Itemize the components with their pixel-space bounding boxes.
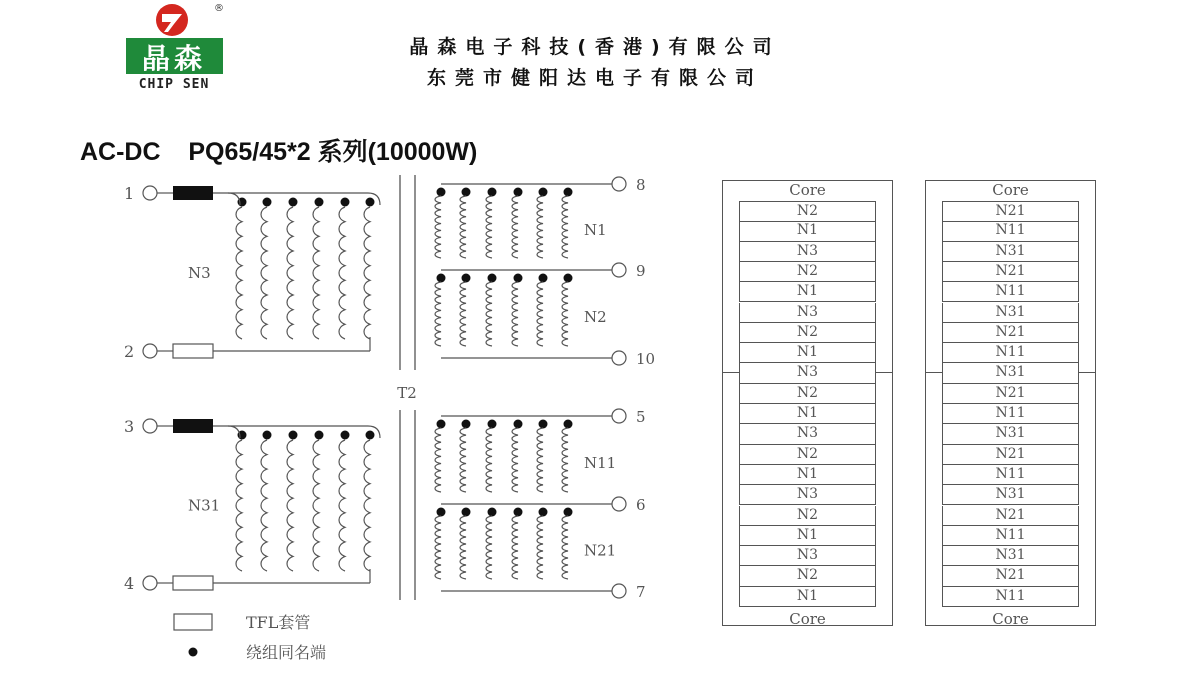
winding-coil [261,207,267,339]
winding-layer: N1 [739,404,876,424]
pin-label: 9 [636,262,646,280]
winding-layer: N3 [739,242,876,262]
winding-layer: N1 [739,282,876,302]
winding-coil [460,282,466,346]
pin-label: 1 [124,184,135,203]
winding-layer: N3 [739,363,876,383]
winding-layer: N1 [739,465,876,485]
polarity-dot [462,420,471,429]
winding-layer: N11 [942,282,1079,302]
winding-layer: N2 [739,566,876,586]
polarity-dot [462,508,471,517]
polarity-dot [437,508,446,517]
pin-terminal [612,351,626,365]
tfl-sleeve-open [173,576,213,590]
winding-coil [287,440,293,571]
winding-layer: N21 [942,384,1079,404]
polarity-dot [488,420,497,429]
winding-coil [512,428,518,492]
winding-coil [512,282,518,346]
polarity-dot [263,198,272,207]
pin-terminal [143,344,157,358]
core-label-top: Core [992,181,1029,199]
polarity-dot [488,188,497,197]
pin-label: 2 [124,342,135,361]
winding-coil [460,516,466,579]
winding-layer: N1 [739,526,876,546]
polarity-dot [437,188,446,197]
winding-layer: N3 [739,546,876,566]
polarity-dot [539,274,548,283]
pin-terminal [612,584,626,598]
polarity-dot [564,420,573,429]
winding-layer: N31 [942,363,1079,383]
winding-coil [364,440,370,571]
winding-coil [236,440,242,571]
polarity-dot [514,274,523,283]
winding-layer: N2 [739,445,876,465]
polarity-dot [315,431,324,440]
polarity-dot [488,274,497,283]
winding-layer: N11 [942,404,1079,424]
winding-coil [486,282,492,346]
polarity-dot [366,431,375,440]
winding-layer: N1 [739,343,876,363]
winding-layer: N31 [942,546,1079,566]
winding-layer: N1 [739,587,876,607]
pin-terminal [612,263,626,277]
pin-label: 8 [636,176,646,194]
winding-coil [435,282,441,346]
winding-label-secondary: N1 [584,221,607,239]
winding-coil [486,516,492,579]
polarity-dot [462,188,471,197]
company-name-line2: 东莞市健阳达电子有限公司 [426,67,763,89]
winding-coil [486,196,492,258]
winding-label-primary: N3 [188,264,211,282]
legend-sleeve-label: TFL套管 [246,613,311,632]
legend-dot-label: 绕组同名端 [246,643,327,662]
winding-layer: N21 [942,445,1079,465]
winding-coil [562,428,568,492]
winding-layer: N31 [942,485,1079,505]
pin-label: 6 [636,496,646,514]
winding-layer: N21 [942,201,1079,222]
winding-layer: N2 [739,262,876,282]
polarity-dot [539,188,548,197]
core-mid-tick [926,372,942,373]
winding-coil [562,196,568,258]
pin-label: 7 [636,583,646,601]
winding-coil [261,440,267,571]
winding-coil [562,516,568,579]
winding-layer: N11 [942,587,1079,607]
winding-coil [287,207,293,339]
core-mid-tick [1079,372,1095,373]
pin-label: 4 [124,574,135,593]
logo-registered: ® [214,3,224,14]
polarity-dot [289,431,298,440]
polarity-dot [564,508,573,517]
polarity-dot [514,420,523,429]
pin-terminal [612,409,626,423]
polarity-dot [514,508,523,517]
winding-layer: N11 [942,526,1079,546]
tfl-sleeve-filled [173,186,213,200]
pin-terminal [143,186,157,200]
core-label-bottom: Core [789,610,826,628]
winding-layer: N2 [739,323,876,343]
polarity-dot [488,508,497,517]
winding-label-secondary: N2 [584,308,607,326]
winding-label-primary: N31 [188,496,221,515]
winding-label-secondary: N21 [584,541,617,560]
pin-terminal [143,576,157,590]
logo-text: 晶森 [141,42,207,75]
pin-terminal [612,497,626,511]
winding-coil [512,196,518,258]
core-mid-tick [723,372,739,373]
polarity-dot [514,188,523,197]
winding-stack-left [722,180,893,626]
winding-coil [435,428,441,492]
winding-layer: N21 [942,323,1079,343]
winding-coil [313,207,319,339]
polarity-dot [564,274,573,283]
winding-coil [537,196,543,258]
winding-layer: N21 [942,262,1079,282]
polarity-dot [564,188,573,197]
core-label-top: Core [789,181,826,199]
winding-layer: N31 [942,303,1079,323]
winding-coil [562,282,568,346]
winding-layer: N21 [942,506,1079,526]
polarity-dot [341,431,350,440]
polarity-dot [437,274,446,283]
winding-coil [313,440,319,571]
company-name-line1: 晶森电子科技(香港)有限公司 [409,36,781,58]
polarity-dot [462,274,471,283]
winding-layer: N11 [942,465,1079,485]
winding-layer: N3 [739,424,876,444]
polarity-dot [366,198,375,207]
page-title: AC-DC PQ65/45*2 系列(10000W) [80,138,478,166]
polarity-dot [289,198,298,207]
winding-coil [435,516,441,579]
legend-dot-icon [189,648,198,657]
winding-coil [512,516,518,579]
winding-layer: N31 [942,242,1079,262]
polarity-dot [341,198,350,207]
winding-layer: N11 [942,343,1079,363]
winding-layer: N2 [739,506,876,526]
polarity-dot [437,420,446,429]
winding-coil [460,196,466,258]
pin-label: 3 [124,417,135,436]
pin-terminal [143,419,157,433]
polarity-dot [539,508,548,517]
winding-coil [486,428,492,492]
winding-layer: N11 [942,221,1079,241]
winding-coil [537,516,543,579]
winding-label-secondary: N11 [584,454,617,472]
core-label-bottom: Core [992,610,1029,628]
winding-layer: N2 [739,201,876,222]
winding-coil [364,207,370,339]
winding-layer: N2 [739,384,876,404]
winding-coil [460,428,466,492]
transformer-label: T2 [397,384,417,402]
polarity-dot [315,198,324,207]
polarity-dot [263,431,272,440]
legend-sleeve-icon [174,614,212,630]
winding-stack-right [925,180,1096,626]
polarity-dot [539,420,548,429]
pin-label: 10 [636,350,656,368]
logo-subtext: CHIP SEN [138,77,210,92]
pin-label: 5 [636,408,646,426]
winding-layer: N3 [739,303,876,323]
winding-layer: N21 [942,566,1079,586]
winding-layer: N3 [739,485,876,505]
winding-coil [339,207,345,339]
winding-layer: N1 [739,221,876,241]
winding-coil [537,282,543,346]
winding-layer: N31 [942,424,1079,444]
winding-coil [435,196,441,258]
tfl-sleeve-filled [173,419,213,433]
pin-terminal [612,177,626,191]
winding-coil [339,440,345,571]
core-mid-tick [876,372,892,373]
tfl-sleeve-open [173,344,213,358]
winding-coil [236,207,242,339]
winding-coil [537,428,543,492]
